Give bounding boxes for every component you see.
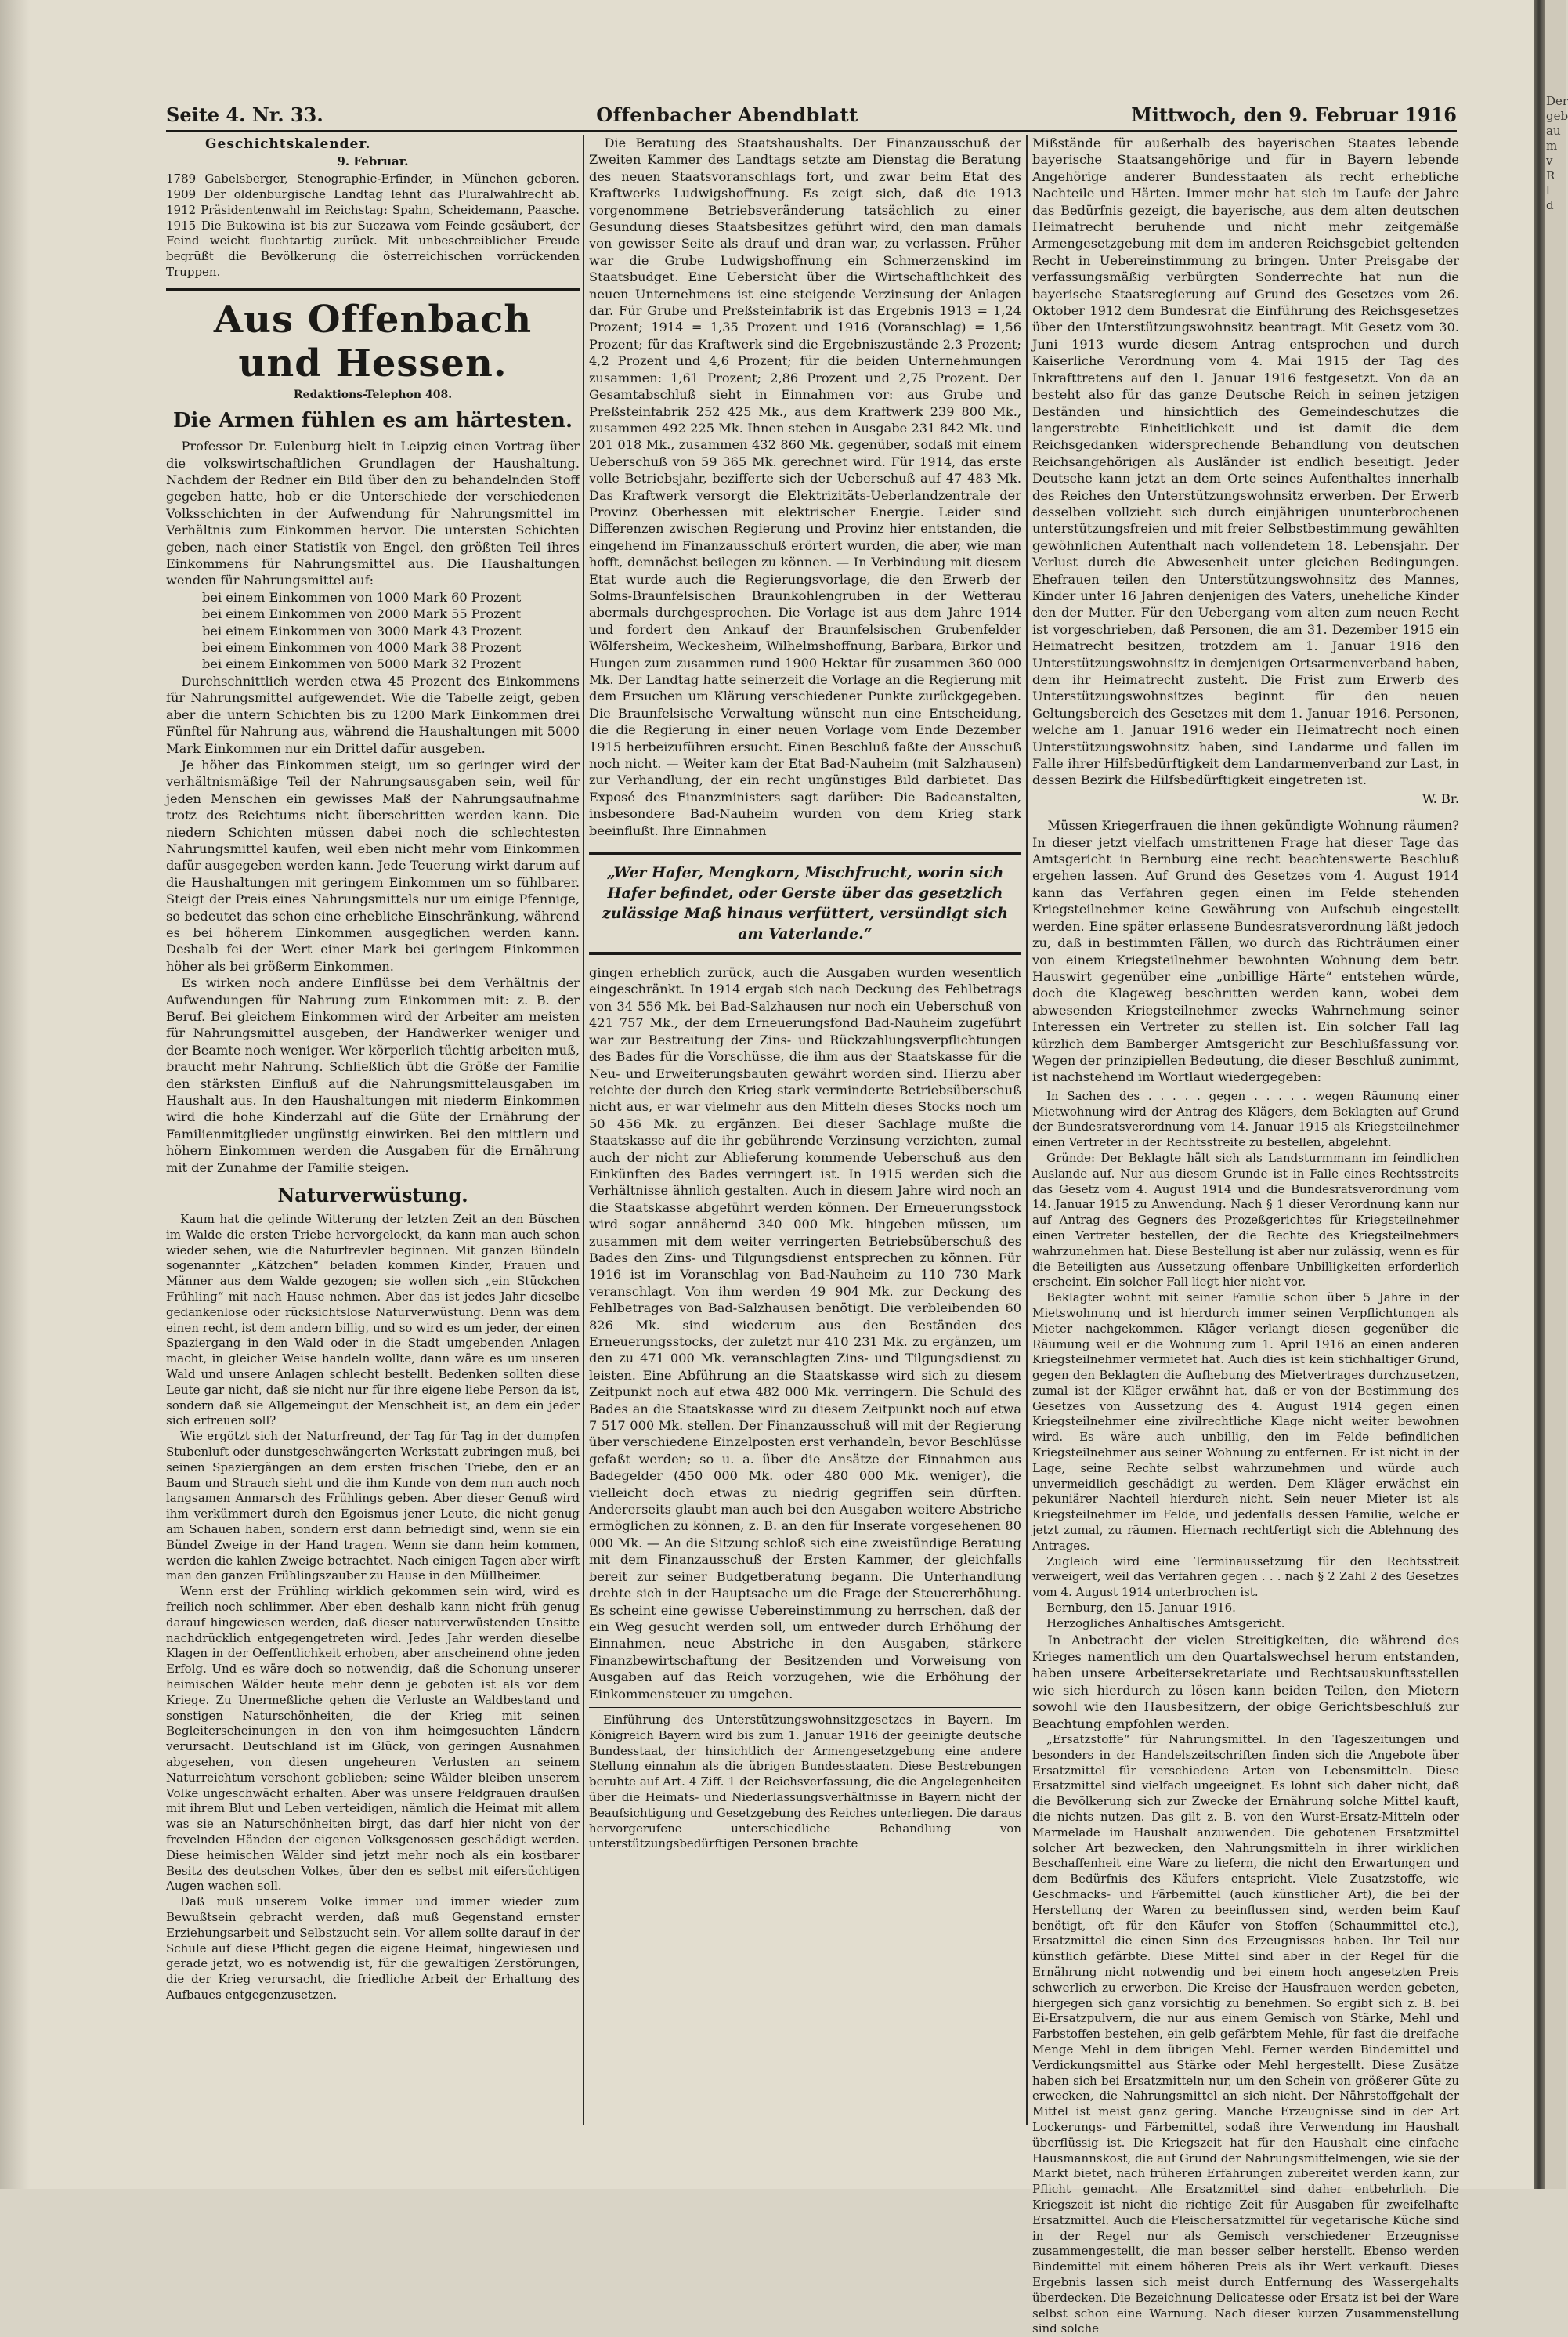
author-signature: W. Br. — [1422, 790, 1459, 806]
calendar-title: Geschichtskalender. — [205, 136, 371, 152]
article-paragraph: Es wirken noch andere Einflüsse bei dem Verhältnis der Aufwendungen für Nahrung zum Einkommen mit: z. B. der Beruf. Bei gleichem Einkommen wird der Arbeiter am meisten für Nahrungsmittel ausgeben, der Handwerker weniger und der Beamte noch weniger. Wer körperlich tüchtig arbeiten muß, braucht mehr Nahrung. Schließlich übt die Größe der Familie den stärksten Einfluß auf die Nahrungsmittelausgaben im Haushalt aus. In den Haushaltungen mit niederm Einkommen wird die hohe Kinderzahl auf die Güte der Ernährung der Familienmitglieder ungünstig einwirken. Bei den mittlern und höhern Einkommen werden die Ausgaben für die Ernährung mit der Zunahme der Familie steigen. — [166, 975, 580, 1175]
income-row: bei einem Einkommen von 1000 Mark 60 Prozent — [202, 589, 522, 605]
article-paragraph: Wie ergötzt sich der Naturfreund, der Tag für Tag in der dumpfen Stubenluft oder dunstgeschwängerten Werkstatt zubringen muß, bei seinen Spaziergängen an dem ersten frischen Triebe, den er an Baum und Strauch sieht und die ihm Kunde von dem nun auch noch langsamen Anmarsch des Frühlings geben. Aber dieser Genuß wird ihm verkümmert durch den Egoismus jener Leute, die nicht genug am Schauen haben, sondern erst dann befriedigt sind, wenn sie ein Bündel Zweige in der Hand tragen. Wenn sie dann heim kommen, werden die kahlen Zweige betrachtet. Nach einigen Tagen aber wirft man den ganzen Frühlingszauber zu Hause in den Müllheimer. — [166, 1429, 580, 1583]
adjacent-page-edge — [1545, 0, 1566, 2189]
income-row: bei einem Einkommen von 3000 Mark 43 Prozent — [202, 623, 522, 639]
article-paragraph: In Anbetracht der vielen Streitigkeiten, die während des Krieges namentlich um den Quartalswechsel herum entstanden, haben unsere Arbeitersekretariate und Rechtsauskunftsstellen wie sich hierdurch zu lösen kann beiden Teilen, den Mietern sowohl wie den Hausbesitzern, der obige Gerichtsbeschluß zur Beachtung empfohlen werden. — [1032, 1632, 1459, 1731]
article-bavaria-welfare: Einführung des Unterstützungswohnsitzgesetzes in Bayern. Im Königreich Bayern wird bis zum 1. Januar 1916 der geeinigte deutsche Bundesstaat, der hinsichtlich der Armengesetzgebung eine andere Stellung einnahm als die übrigen Bundesstaaten. Diese Bestrebungen beruhte auf Art. 4 Ziff. 1 der Reichsverfassung, die die Angelegenheiten über die Heimats- und Niederlassungsverhältnisse in Bayern nicht der Beaufsichtigung und Gesetzgebung des Reiches unterliegen. Die daraus hervorgerufene unterschiedliche Behandlung von unterstützungsbedürftigen Personen brachte — [589, 1712, 1021, 1851]
boxed-notice-oats: „Wer Hafer, Mengkorn, Mischfrucht, worin sich Hafer befindet, oder Gerste über das gesetzlich zulässige Maß hinaus verfüttert, versündigt sich am Vaterlande.“ — [589, 852, 1021, 955]
column-divider-2 — [1026, 135, 1028, 2125]
calendar-date: 9. Februar. — [337, 154, 409, 169]
local-section-masthead: Aus Offenbach und Hessen. — [213, 297, 533, 385]
article-bavaria-continued: Mißstände für außerhalb des bayerischen Staates lebende bayerische Staatsangehörige und für in Bayern lebende Angehörige anderer Bundesstaaten als recht erhebliche Nachteile und Härten. Immer mehr hat sich im Laufe der Jahre das Bedürfnis gezeigt, die bayerische, aus dem alten deutschen Heimatrecht beruhende und nicht mehr zeitgemäße Armengesetzgebung mit dem im anderen Reichsgebiet geltenden Recht in Uebereinstimmung zu bringen. Unter Preisgabe der verfassungsmäßig verbürgten Sonderrechte hat nun die bayerische Staatsregierung auf Grund des Gesetzes vom 26. Oktober 1912 dem Bundesrat die Einführung des Reichsgesetzes über den Unterstützungswohnsitz beantragt. Mit Gesetz vom 30. Juni 1913 wurde diesem Antrag entsprochen und durch Kaiserliche Verordnung vom 4. Mai 1915 der Tag des Inkrafttretens auf den 1. Januar 1916 festgesetzt. Von da an besteht also für das ganze Deutsche Reich in seinen jetzigen Beständen und hinsichtlich des Gemeindeschutzes die langerstrebte Einheitlichkeit und ist damit die dem Reichsgedanken widersprechende Behandlung von deutschen Reichsangehörigen als Ausländer ist endlich beseitigt. Jeder Deutsche kann jetzt an dem Orte seines Aufenthaltes innerhalb des Reiches den Unterstützungswohnsitz erwerben. Der Erwerb desselben vollzieht sich durch einjährigen ununterbrochenen unterstützungsfreien und mit freier Selbstbestimmung gewählten gewöhnlichen Aufenthalt nach vollendetem 18. Lebensjahr. Der Verlust durch die Abwesenheit unter gleichen Bedingungen. Ehefrauen teilen den Unterstützungswohnsitz des Mannes, Kinder unter 16 Jahren denjenigen des Vaters, uneheliche Kinder den der Mutter. Für den Uebergang vom alten zum neuen Recht ist vorgeschrieben, daß Personen, die am 31. Dezember 1915 ein Heimatrecht besitzen, trotzdem am 1. Januar 1916 den Unterstützungswohnsitz in demjenigen Ortsarmenverband haben, dem ihr Heimatrecht zusteht. Die Frist zum Erwerb des Unterstützungswohnsitzes beginnt für den neuen Geltungsbereich des Gesetzes mit dem 1. Januar 1916. Personen, welche am 1. Januar 1916 weder ein Heimatrecht noch einen Unterstützungswohnsitz haben, sind Landarme und fallen im Falle ihrer Hilfsbedürftigkeit dem Landarmenverband zur Last, in dessen Bezirk die Hilfsbedürftigkeit eingetreten ist. — [1032, 136, 1459, 788]
income-row: bei einem Einkommen von 5000 Mark 32 Prozent — [202, 657, 522, 672]
column-1 — [166, 135, 580, 2140]
header-rule — [166, 130, 1457, 132]
court-ruling-reasons: Gründe: Der Beklagte hält sich als Landsturmmann im feindlichen Auslande auf. Nur aus diesem Grunde ist in Falle eines Rechtsstreits das Gesetz vom 4. August 1914 und die Bundesratsverordnung vom 14. Januar 1915 zu Anwendung. Nach § 1 dieser Verordnung kann nur auf Antrag des Gegners des Prozeßgerichtes für Kriegsteilnehmer einen Vertreter bestellen, der die Rechte des Kriegsteilnehmers wahrzunehmen hat. Diese Bestellung ist aber nur zulässig, wenn es für die Beteiligten aus Aussetzung offenbare Unbilligkeiten erforderlich erscheint. Ein solcher Fall liegt hier nicht vor. — [1032, 1150, 1459, 1290]
article-budget: Die Beratung des Staatshaushalts. Der Finanzausschuß der Zweiten Kammer des Landtags setzte am Dienstag die Beratung des neuen Staatsvoranschlags fort, und zwar beim Etat des Kraftwerks Ludwigshoffnung. Es zeigt sich, daß die 1913 vorgenommene Betriebsveränderung tatsächlich zu einer Gesundung dieses Staatsbesitzes geführt wird, den man damals von gewisser Seite als drauf und dran war, zu verlassen. Früher war die Grube Ludwigshoffnung ein Schmerzenskind im Staatsbudget. Eine Uebersicht über die Wirtschaftlichkeit des neuen Unternehmens ist eine steigende Verzinsung der Anlagen dar. Für Grube und Preßsteinfabrik ist das Ergebnis 1913 = 1,24 Prozent; 1914 = 1,35 Prozent und 1916 (Voranschlag) = 1,56 Prozent; für das Kraftwerk sind die Ergebniszustände 2,3 Prozent; 4,2 Prozent und 4,6 Prozent; für die beiden Unternehmungen zusammen: 1,61 Prozent; 2,86 Prozent und 2,75 Prozent. Der Gesamtabschluß sieht in Einnahmen vor: aus Grube und Preßsteinfabrik 252 425 Mk., aus dem Kraftwerk 239 800 Mk., zusammen 492 225 Mk. Ihnen stehen in Ausgabe 231 842 Mk. und 201 018 Mk., zusammen 432 860 Mk. gegenüber, sodaß mit einem Ueberschuß von 59 365 Mk. gerechnet wird. Für 1914, das erste volle Betriebsjahr, bezifferte sich der Ueberschuß auf 47 483 Mk. Das Kraftwerk versorgt die Elektrizitäts-Ueberlandzentrale der Provinz Oberhessen mit elektrischer Energie. Leider sind Differenzen zwischen Regierung und Provinz hier entstanden, die eingehend im Finanzausschuß erörtert wurden, die aber, wie man hofft, demnächst beilegen zu können. — In Verbindung mit diesem Etat wurde auch die Regierungsvorlage, die den Erwerb der Solms-Braunfelsischen Braunkohlengruben in der Wetterau abermals durchgesprochen. Die Vorlage ist aus dem Jahre 1914 und fordert den Ankauf der Braunfelsischen Grubenfelder Wölfersheim, Weckesheim, Wilhelmshoffnung, Barbara, Birkor und Hungen zum zusammen rund 1900 Hektar für zusammen 360 000 Mk. Der Landtag hatte seinerzeit die Vorlage an die Regierung mit dem Ersuchen um Klärung verschiedener Punkte zurückgegeben. Die Braunfelsische Verwaltung wünscht nun eine Entscheidung, die die Regierung in einer neuen Vorlage vom Ende Dezember 1915 herbeizuführen ersucht. Einen Beschluß faßte der Ausschuß noch nicht. — Weiter kam der Etat Bad-Nauheim (mit Salzhausen) zur Verhandlung, der ein recht ungünstiges Bild darbietet. Das Exposé des Finanzministers sagt darüber: Die Badeanstalten, insbesondere Bad-Nauheim wurden von dem Krieg stark beeinflußt. Ihre Einnahmen — [589, 136, 1021, 838]
book-spine — [1534, 0, 1545, 2189]
page-header — [166, 100, 1457, 128]
article-headline-poor: Die Armen fühlen es am härtesten. — [172, 409, 573, 433]
article-substitutes: „Ersatzstoffe“ für Nahrungsmittel. In den Tageszeitungen und besonders in der Handelszeitschriften finden sich die Angebote über Ersatzmittel für verschiedene Arten von Lebensmitteln. Diese Ersatzmittel sind vielfach ungeeignet. Es lohnt sich daher nicht, daß die Bevölkerung sich zur Zwecke der Ernährung solche Mittel kauft, die nichts nutzen. Das gilt z. B. von den Wurst-Ersatz-Mitteln oder Marmelade im Haushalt anzuwenden. Die gebotenen Ersatzmittel solcher Art bezwecken, den Nahrungsmitteln in ihrer wirklichen Beschaffenheit eine Ware zu liefern, die nicht den Erwartungen und dem Bedürfnis des Käufers entspricht. Viele Zusatzstoffe, wie Geschmacks- und Färbemittel (auch künstlicher Art), die bei der Herstellung der Waren zu beeinflussen sind, werden beim Kauf benötigt, oft für den Käufer von Stoffen (Schaummittel etc.), Ersatzmittel die einen Sinn des Erzeugnisses haben. Ihr Teil nur künstlich gefärbte. Diese Mittel sind aber in der Regel für die Ernährung nicht notwendig und bei einem hoch angesetzten Preis schwerlich zu erwerben. Die Kreise der Hausfrauen werden gebeten, hiergegen sich ganz vorsichtig zu benehmen. So ergibt sich z. B. bei Ei-Ersatzpulvern, die nur aus einem Gemisch von Stärke, Mehl und Farbstoffen bestehen, ein gelb gefärbtem Mehle, für fast die dreifache Menge Mehl in dem übrigen Mehl. Ferner werden Bindemittel und Verdickungsmittel aus Stärke oder Mehl hergestellt. Diese Zusätze haben sich bei Ersatzmitteln nur, um den Schein von größerer Güte zu erwecken, die Nahrungsmittel an sich nicht. Der Nährstoffgehalt der Mittel ist meist ganz gering. Manche Erzeugnisse sind in der Art Lockerungs- und Färbemittel, sodaß ihre Verwendung im Haushalt überflüssig ist. Die Kriegszeit hat für den Haushalt eine einfache Hausmannskost, die auf Grund der Nahrungsmittelmengen, wie sie der Markt bietet, nach früheren Erfahrungen zubereitet werden kann, zur Pflicht gemacht. Alle Ersatzmittel sind daher entbehrlich. Die Kriegszeit ist nicht die richtige Zeit für Ausgaben für zweifelhafte Ersatzmittel. Auch die Fleischersatzmittel für vegetarische Küche sind in der Regel nur als Gemisch verschiedener Erzeugnisse zusammengestellt, die man besser selber herstellt. Ebenso werden Bindemittel mit einem höheren Preis als ihr Wert verkauft. Dieses Ergebnis lassen sich meist durch Entfernung des Wassergehalts überdecken. Die Bezeichnung Delicatesse oder Ersatz ist bei der Ware selbst schon eine Warnung. Nach dieser kurzen Zusammenstellung sind solche — [1032, 1732, 1459, 2336]
article-paragraph: Durchschnittlich werden etwa 45 Prozent des Einkommens für Nahrungsmittel aufgewendet. Wie die Tabelle zeigt, geben aber die untern Schichten bis zu 1200 Mark Einkommen drei Fünftel für Nahrung aus, während die Haushaltungen mit 5000 Mark Einkommen nur ein Drittel dafür ausgeben. — [166, 673, 580, 756]
article-paragraph: Wenn erst der Frühling wirklich gekommen sein wird, wird es freilich noch schlimmer. Aber eben deshalb kann nicht früh genug darauf hingewiesen werden, daß dieser naturverwüstenden Unsitte nachdrücklich entgegengetreten wird. Jedes Jahr werden dieselbe Klagen in der Oeffentlichkeit erhoben, aber anscheinend ohne jeden Erfolg. Und es wäre doch so notwendig, daß die Schonung unserer heimischen Wälder heute mehr denn je geboten ist als vor dem Kriege. Zu Unermeßliche gehen die Verluste an Waldbestand und sonstigen Naturschönheiten, die der Krieg mit seinen Begleiterscheinungen in den von ihm heimgesuchten Ländern verursacht. Deutschland ist im Glück, von geringen Ausnahmen abgesehen, von diesen ungeheuren Verlusten an seinem Naturreichtum verschont geblieben; seine Wälder bleiben unserem Volke ungeschwächt erhalten. Aber was unsere Feldgrauen draußen mit ihrem Blut und Leben verteidigen, nämlich die Heimat mit allem was sie an Naturschönheiten birgt, das darf hier nicht von der frevelnden Händen der eigenen Volksgenossen geschädigt werden. Diese heimischen Wälder sind jetzt mehr noch als ein kostbarer Besitz des deutschen Volkes, über den es selbst mit eifersüchtigen Augen wachen soll. — [166, 1584, 580, 1894]
article-budget-continued: gingen erheblich zurück, auch die Ausgaben wurden wesentlich eingeschränkt. In 1914 ergab sich nach Deckung des Fehlbetrags von 34 556 Mk. bei Bad-Salzhausen nur noch ein Ueberschuß von 421 757 Mk., der dem Erneuerungsfond Bad-Nauheim zugeführt war zur Bestreitung der Zins- und Rückzahlungsverpflichtungen des Bades für die Vorschüsse, die ihm aus der Staatskasse für die Neu- und Erweiterungsbauten gewährt worden sind. Hierzu aber reichte der durch den Krieg stark verminderte Betriebsüberschuß nicht aus, er war vielmehr aus den Mitteln dieses Stocks noch um 50 456 Mk. zu ergänzen. Bei dieser Sachlage mußte die Staatskasse auf die ihr gebührende Verzinsung verzichten, zumal auch der nicht zur Ablieferung kommende Ueberschuß aus den Einkünften des Bades verringert ist. In 1915 werden sich die Verhältnisse ähnlich gestalten. Auch in diesem Jahre wird noch an die Staatskasse abgeführt werden können. Der Erneuerungsstock wird sogar annähernd 340 000 Mk. hingeben müssen, um zusammen mit dem weiter verringerten Betriebsüberschuß des Bades den Zins- und Tilgungsdienst entsprechen zu können. Für 1916 ist im Voranschlag von Bad-Nauheim zu 110 730 Mark veranschlagt. Von ihm werden 49 904 Mk. zur Deckung des Fehlbetrages von Bad-Salzhausen benötigt. Die verbleibenden 60 826 Mk. sind wiederum aus den Beständen des Erneuerungsstocks, der zuletzt nur 410 231 Mk. zu ergänzen, um den zu 471 000 Mk. veranschlagten Zins- und Tilgungsdienst zu leisten. Eine Abführung an die Staatskasse wird sich zu diesem Zeitpunkt noch auf etwa 482 000 Mk. verringern. Die Schuld des Bades an die Staatskasse wird zu diesem Zeitpunkt noch auf etwa 7 517 000 Mk. stellen. Der Finanzausschuß will mit der Regierung über verschiedene Einzelposten erst verhandeln, bevor Beschlüsse gefaßt werden; so u. a. über die Ansätze der Einnahmen aus Badegelder (450 000 Mk. oder 480 000 Mk. weniger), die vielleicht doch etwas zu niedrig gegriffen sein dürften. Andererseits glaubt man auch bei den Ausgaben weitere Abstriche ermöglichen zu können, z. B. an den für Inserate vorgesehenen 80 000 Mk. — An die Sitzung schloß sich eine zweistündige Beratung mit dem Finanzausschuß der Ersten Kammer, der gleichfalls bereit zur seiner Budgetberatung begann. Die Unterhandlung drehte sich in der Hauptsache um die Frage der Steuererhöhung. Es scheint eine gewisse Uebereinstimmung zu herrschen, daß der ein Weg gesucht werden soll, um entweder durch Erhöhung der Einnahmen, neue Abstriche in den Ausgaben, stärkere Finanzbewirtschaftung der Besitzenden und Vorweisung von Ausgaben auf das Reich vorzugehen, wie die Erhöhung der Einkommensteuer zu umgehen. — [589, 965, 1021, 1702]
editorial-phone: Redaktions-Telephon 408. — [293, 388, 453, 401]
article-paragraph: Professor Dr. Eulenburg hielt in Leipzig einen Vortrag über die volkswirtschaftlichen Grundlagen der Haushaltung. Nachdem der Redner ein Bild über den zu behandelnden Stoff gegeben hatte, hob er die Unterschiede der verschiedenen Volksschichten in der Aufwendung für Nahrungsmittel im Verhältnis zum Einkommen hervor. Die untersten Schichten geben, nach einer Statistik von Engel, den größten Teil ihres Einkommens für Nahrungsmittel aus. Die Haushaltungen wenden für Nahrungsmittel auf: — [166, 439, 580, 588]
article-paragraph: Je höher das Einkommen steigt, um so geringer wird der verhältnismäßige Teil der Nahrungsausgaben sein, weil für jeden Menschen ein gewisses Maß der Nahrungsaufnahme trotz des Reichtums nicht überschritten werden kann. Die niedern Schichten müssen dabei noch die schlechtesten Nahrungsmittel kaufen, weil eben nicht mehr vom Einkommen dafür ausgegeben werden kann. Jede Teuerung wirkt darum auf die Haushaltungen mit geringem Einkommen um so fühlbarer. Steigt der Preis eines Nahrungsmittels nur um einige Pfennige, so bedeutet das schon eine erhebliche Einschränkung, während es bei höherem Einkommen ausgeglichen werden kann. Deshalb fei der Wert einer Mark bei geringem Einkommen höher als bei größerm Einkommen. — [166, 757, 580, 974]
column-3 — [1032, 135, 1460, 2336]
court-ruling-court: Herzogliches Anhaltisches Amtsgericht. — [1046, 1615, 1285, 1630]
column-divider-1 — [583, 135, 584, 2125]
newspaper-name: Offenbacher Abendblatt — [596, 103, 858, 126]
court-ruling-place-date: Bernburg, den 15. Januar 1916. — [1046, 1601, 1236, 1615]
article-paragraph: Kaum hat die gelinde Witterung der letzten Zeit an den Büschen im Walde die ersten Triebe hervorgelockt, da kann man auch schon wieder sehen, wie die Naturfrevler beginnen. Mit ganzen Bündeln sogenannter „Kätzchen“ beladen kommen Kinder, Frauen und Männer aus dem Walde gezogen; sie wollen sich „ein Stückchen Frühling“ mit nach Hause nehmen. Aber das ist jedes Jahr dieselbe gedankenlose oder rücksichtslose Naturverwüstung. Denn was dem einen recht, ist dem andern billig, und so wird es um jeder, der einen Spaziergang in den Wald oder in die Stadt umgebenden Anlagen macht, in gleicher Weise handeln wollte, dann wäre es um unseren Wald und unsere Anlagen schlecht bestellt. Bedenken sollten diese Leute gar nicht, daß sie nicht nur für ihre eigene liebe Person da ist, sondern daß sie Allgemeingut der Menschheit ist, an dem ein jeder sich erfreuen soll? — [166, 1212, 580, 1428]
income-table — [202, 589, 580, 673]
income-row: bei einem Einkommen von 2000 Mark 55 Prozent — [202, 606, 522, 622]
article-soldier-wives: Müssen Kriegerfrauen die ihnen gekündigte Wohnung räumen? In dieser jetzt vielfach umstrittenen Frage hat dieser Tage das Amtsgericht in Bernburg eine recht beachtenswerte Beschluß ergehen lassen. Auf Grund des Gesetzes vom 4. August 1914 kann das Verfahren gegen einen im Felde stehenden Kriegsteilnehmer keine Gewährung von Aufschub eingestellt werden. Eine später erlassene Bundesratsverordnung läßt jedoch zu, daß in bestimmten Fällen, wo durch das Richträumen einer von einem Kriegsteilnehmer bewohnten Wohnung dem betr. Hauswirt gegenüber eine „unbillige Härte“ entstehen würde, doch die Klageweg beschritten werden kann, wobei dem abwesenden Kriegsteilnehmer zwecks Wahrnehmung seiner Interessen ein Vertreter zu stellen ist. Ein solcher Fall lag kürzlich dem Bamberger Amtsgericht zur Beschlußfassung vor. Wegen der prinzipiellen Bedeutung, die dieser Beschluß zunimmt, ist nachstehend im Wortlaut wiedergegeben: — [1032, 818, 1460, 1085]
column-2 — [589, 135, 1021, 2140]
page-binding-edge — [0, 0, 30, 2189]
header-page-number: Seite 4. Nr. 33. — [166, 103, 323, 126]
header-date: Mittwoch, den 9. Februar 1916 — [1131, 103, 1457, 126]
court-ruling-intro: In Sachen des . . . . . gegen . . . . . wegen Räumung einer Mietwohnung wird der Antrag des Klägers, dem Beklagten auf Grund der Bundesratsverordnung vom 14. Januar 1915 als Kriegsteilnehmer einen Vertreter in der Rechtsstreite zu bestellen, abgelehnt. — [1032, 1088, 1459, 1150]
article-rule — [589, 1707, 1021, 1708]
court-ruling-reasons: Zugleich wird eine Terminaussetzung für den Rechtsstreit verweigert, weil das Verfahren gegen . . . nach § 2 Zahl 2 des Gesetzes vom 4. August 1914 unterbrochen ist. — [1032, 1554, 1459, 1600]
adjacent-page-text: Der geb au m v R l d — [1546, 94, 1568, 212]
court-ruling-reasons: Beklagter wohnt mit seiner Familie schon über 5 Jahre in der Mietswohnung und ist hierdurch immer seinen Verpflichtungen als Mieter nachgekommen. Kläger verlangt diesen gegenüber die Räumung weil er die Wohnung zum 1. April 1916 an einen anderen Kriegsteilnehmer vermietet hat. Auch dies ist kein stichhaltiger Grund, gegen den Beklagten die Aufhebung des Mietvertrages durchzusetzen, zumal ist der Kläger erwähnt hat, daß er von der Bestimmung des Gesetzes von Aussetzung des 4. August 1914 gegen einen Kriegsteilnehmer eine zivilrechtliche Klage nicht weiter bewohnen wird. Es wäre auch unbillig, den im Felde befindlichen Kriegsteilnehmer aus seiner Wohnung zu entfernen. Er ist nicht in der Lage, seine Rechte selbst wahrzunehmen und würde auch unvermeidlich geschädigt zu werden. Dem Kläger erwächst ein pekuniärer Nachteil hierdurch nicht. Sein neuer Mieter ist als Kriegsteilnehmer im Felde, und jedenfalls dessen Familie, welche er jetzt zumal, zu räumen. Hiernach rechtfertigt sich die Ablehnung des Antrages. — [1032, 1290, 1459, 1553]
income-row: bei einem Einkommen von 4000 Mark 38 Prozent — [202, 640, 522, 656]
article-paragraph: Daß muß unserem Volke immer und immer wieder zum Bewußtsein gebracht werden, daß muß Gegenstand ernster Erziehungsarbeit und Selbstzucht sein. Vor allem sollte darauf in der Schule auf diese Pflicht gegen die eigene Heimat, hingewiesen und gerade jetzt, wo es notwendig ist, für die gewaltigen Zerstörungen, die der Krieg verursacht, die friedliche Arbeit der Erhaltung des Aufbaues entgegenzusetzen. — [166, 1894, 580, 2002]
section-rule — [166, 288, 580, 291]
article-headline-nature: Naturverwüstung. — [277, 1184, 468, 1207]
calendar-text: 1789 Gabelsberger, Stenographie-Erfinder, in München geboren. 1909 Der oldenburgische Landtag lehnt das Pluralwahlrecht ab. 1912 Präsidentenwahl im Reichstag: Spahn, Scheidemann, Paasche. 1915 Die Bukowina ist bis zur Suczawa vom Feinde gesäubert, der Feind weicht fluchtartig zurück. Mit unbeschreiblicher Freude begrüßt die Bevölkerung die österreichischen vorrückenden Truppen. — [166, 172, 580, 279]
